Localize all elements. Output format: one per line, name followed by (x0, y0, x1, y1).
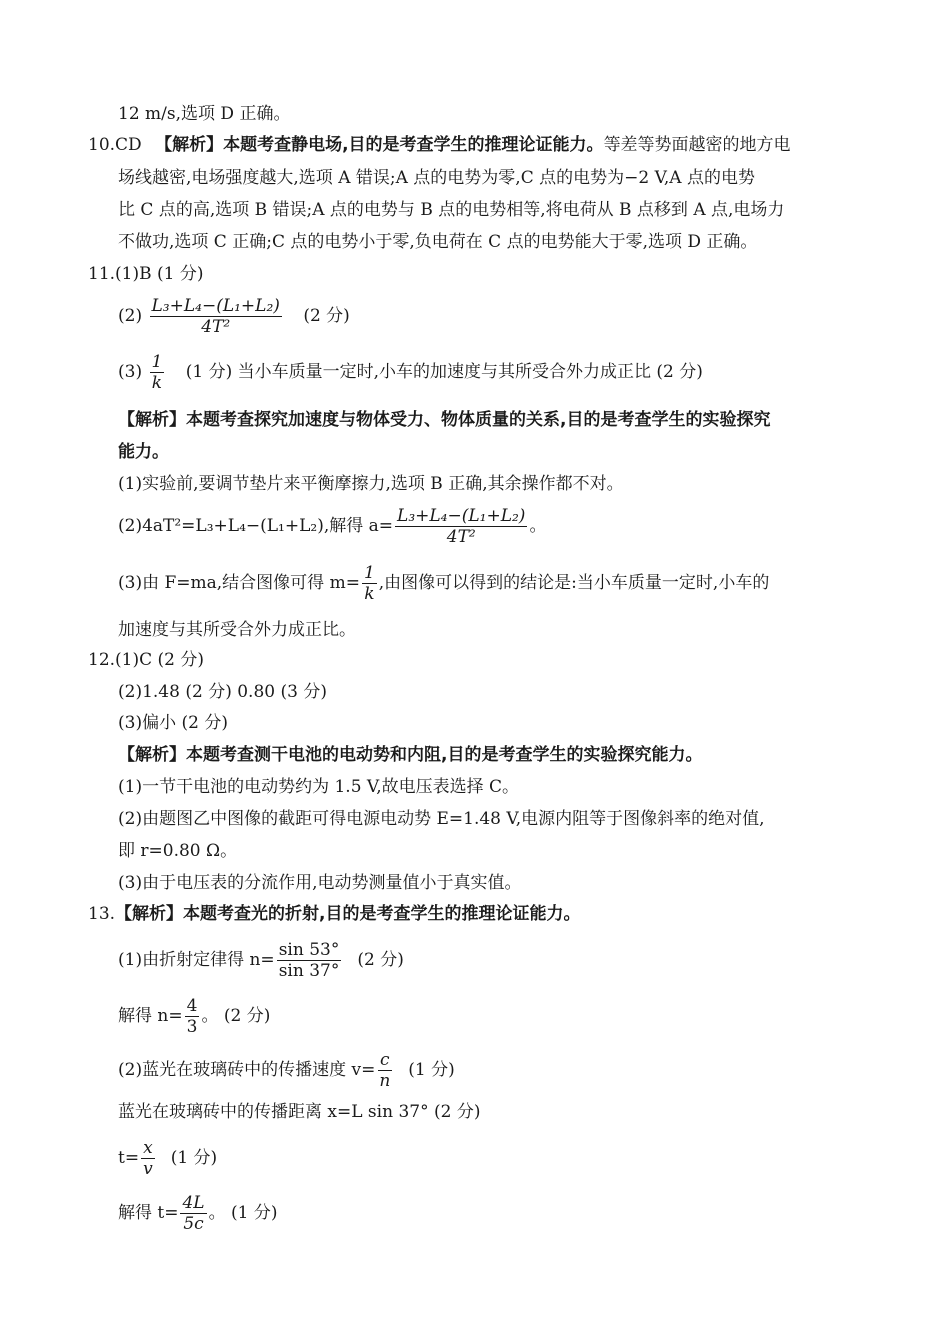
q12-line-2: (2)1.48 (2 分) 0.80 (3 分) (118, 682, 327, 702)
q13-step-1: (1)由折射定律得 n= $\frac{\sin 53^\circ}{\sin 37^\circ}$ (2 分) (118, 940, 404, 981)
q11-explain-2: (2)4aT²=L₃+L₄−(L₁+L₂),解得 a= $\frac{\text{L₃+L₄−(L₁+L₂)}}{\text{4T²}}$ 。 (118, 506, 547, 547)
q11-line-1: 11.(1)B (1 分) (88, 264, 204, 284)
fraction: $\frac{1}{k}$ (151, 352, 163, 393)
text-line: 12 m/s,选项 D 正确。 (118, 104, 291, 124)
q13-line-1: 13.【解析】本题考查光的折射,目的是考查学生的推理论证能力。 (88, 904, 581, 924)
fraction: $\frac{\text{L₃+L₄−(L₁+L₂)}}{\text{4T²}}$ (151, 296, 280, 337)
fraction: $\frac{\text{L₃+L₄−(L₁+L₂)}}{\text{4T²}}$ (397, 506, 526, 547)
q11-analysis-2: 能力。 (118, 442, 169, 462)
answer: CD (115, 135, 142, 155)
q11-line-2: (2) $\frac{\text{L₃+L₄−(L₁+L₂)}}{\text{4T²}}$ (2 分) (118, 296, 350, 337)
q13-step-3: (2)蓝光在玻璃砖中的传播速度 v= $\frac{c}{n}$ (1 分) (118, 1050, 455, 1091)
fraction: $\frac{c}{n}$ (379, 1050, 391, 1091)
q12-line-1: 12.(1)C (2 分) (88, 650, 205, 670)
fraction: $\frac{4}{3}$ (186, 996, 198, 1037)
q12-explain-4: (3)由于电压表的分流作用,电动势测量值小于真实值。 (118, 873, 522, 893)
q12-explain-2: (2)由题图乙中图像的截距可得电源电动势 E=1.48 V,电源内阻等于图像斜率的绝对值, (118, 809, 765, 829)
q12-line-3: (3)偏小 (2 分) (118, 713, 228, 733)
q13-step-5: t= $\frac{x}{v}$ (1 分) (118, 1138, 218, 1179)
q10-line-3: 比 C 点的高,选项 B 错误;A 点的电势与 B 点的电势相等,将电荷从 B 点移到 A 点,电场力 (118, 200, 785, 220)
q10-line-1: 10.CD 【解析】本题考查静电场,目的是考查学生的推理论证能力。等差等势面越密的地方电 (88, 135, 791, 155)
q12-explain-3: 即 r=0.80 Ω。 (118, 841, 238, 861)
q10-line-4: 不做功,选项 C 正确;C 点的电势小于零,负电荷在 C 点的电势能大于零,选项 D 正确。 (118, 232, 758, 252)
q11-analysis-1: 【解析】本题考查探究加速度与物体受力、物体质量的关系,目的是考查学生的实验探究 (118, 410, 771, 430)
q11-explain-1: (1)实验前,要调节垫片来平衡摩擦力,选项 B 正确,其余操作都不对。 (118, 474, 624, 494)
fraction: $\frac{4L}{5c}$ (182, 1193, 205, 1234)
q11-line-3: (3) $\frac{1}{k}$ (1 分) 当小车质量一定时,小车的加速度与其所受合外力成正比 (2 分) (118, 352, 703, 393)
fraction: $\frac{1}{k}$ (363, 563, 375, 604)
q11-explain-4: 加速度与其所受合外力成正比。 (118, 620, 356, 640)
question-number: 10. (88, 135, 116, 155)
analysis-tag: 【解析】本题考查光的折射,目的是考查学生的推理论证能力。 (115, 904, 581, 924)
q13-step-4: 蓝光在玻璃砖中的传播距离 x=L sin 37° (2 分) (118, 1102, 481, 1122)
q13-step-2: 解得 n= $\frac{4}{3}$ 。 (2 分) (118, 996, 271, 1037)
fraction: $\frac{\sin 53^\circ}{\sin 37^\circ}$ (278, 940, 340, 981)
q11-explain-3: (3)由 F=ma,结合图像可得 m= $\frac{1}{k}$ ,由图像可以得到的结论是:当小车质量一定时,小车的 (118, 563, 770, 604)
q12-explain-1: (1)一节干电池的电动势约为 1.5 V,故电压表选择 C。 (118, 777, 520, 797)
fraction: $\frac{x}{v}$ (143, 1138, 153, 1179)
q12-analysis: 【解析】本题考查测干电池的电动势和内阻,目的是考查学生的实验探究能力。 (118, 745, 703, 765)
q10-line-2: 场线越密,电场强度越大,选项 A 错误;A 点的电势为零,C 点的电势为−2 V,A 点的电势 (118, 168, 755, 188)
q13-step-6: 解得 t= $\frac{4L}{5c}$ 。 (1 分) (118, 1193, 278, 1234)
analysis-tag: 【解析】本题考查静电场,目的是考查学生的推理论证能力。 (155, 135, 604, 155)
